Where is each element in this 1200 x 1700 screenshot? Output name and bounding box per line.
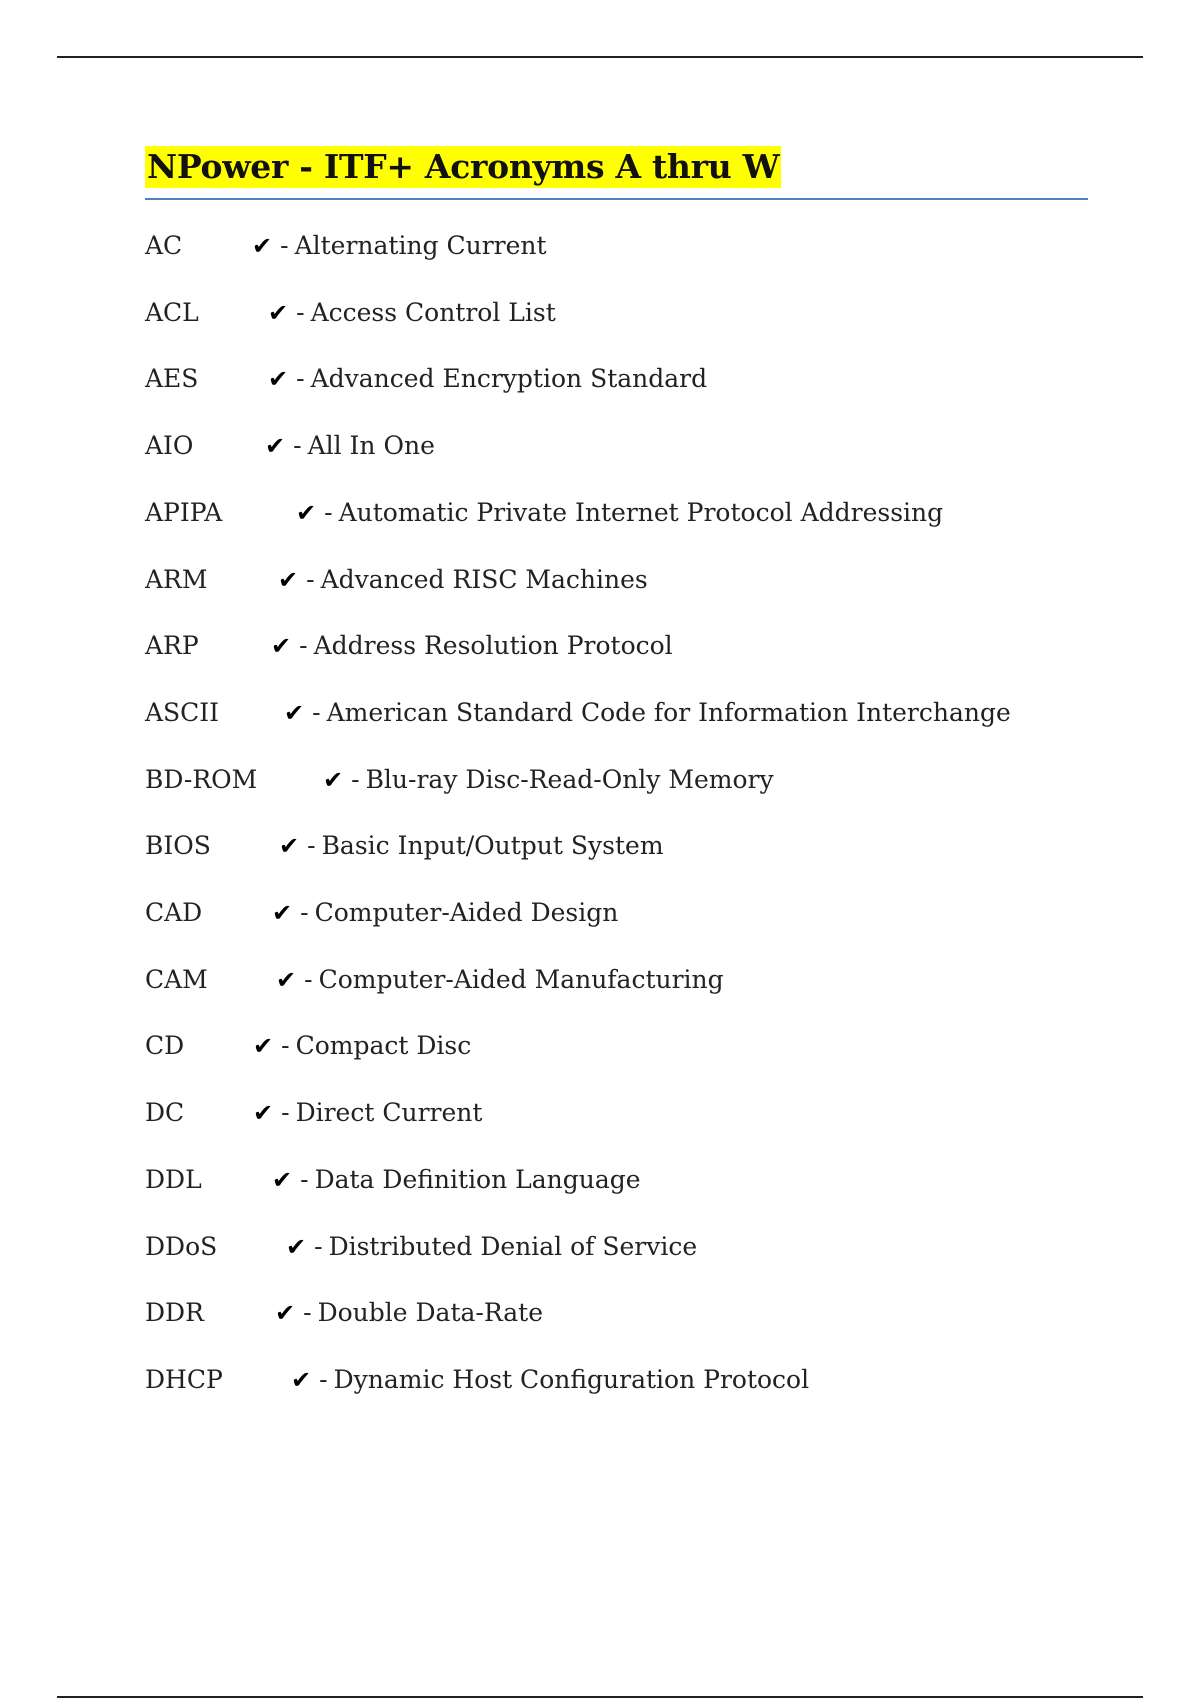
checkmark-icon: ✔ xyxy=(268,365,289,394)
acronym-abbr: ARP xyxy=(145,631,199,661)
separator-dash: - xyxy=(281,1031,290,1061)
checkmark-icon: ✔ xyxy=(253,1099,274,1128)
acronym-definition-group xyxy=(253,1028,471,1064)
acronym-definition-group xyxy=(253,1095,482,1131)
checkmark-icon: ✔ xyxy=(278,565,299,594)
acronym-definition-group xyxy=(265,428,435,464)
acronym-definition-group xyxy=(323,762,774,798)
acronym-abbr: DDR xyxy=(145,1298,204,1328)
acronym-definition: Advanced Encryption Standard xyxy=(310,364,708,394)
separator-dash: - xyxy=(312,697,321,727)
acronym-definition-group xyxy=(268,295,556,331)
separator-dash: - xyxy=(281,1098,290,1128)
acronym-abbr: DDoS xyxy=(145,1231,218,1261)
acronym-definition: All In One xyxy=(307,431,435,461)
acronym-definition: Dynamic Host Configuration Protocol xyxy=(333,1364,810,1394)
acronym-abbr: BD-ROM xyxy=(145,764,258,794)
acronym-definition-group xyxy=(284,695,1011,731)
checkmark-icon: ✔ xyxy=(284,698,305,727)
separator-dash: - xyxy=(296,364,305,394)
checkmark-icon: ✔ xyxy=(286,1232,307,1261)
checkmark-icon: ✔ xyxy=(272,899,293,927)
acronym-abbr: ASCII xyxy=(145,697,220,727)
acronym-definition-group xyxy=(252,228,547,264)
acronym-definition: American Standard Code for Information Interchange xyxy=(326,697,1011,727)
acronym-abbr: DDL xyxy=(145,1164,202,1194)
acronym-definition: Blu-ray Disc-Read-Only Memory xyxy=(365,764,774,794)
acronym-abbr: ARM xyxy=(145,564,208,594)
acronym-definition-group xyxy=(276,962,724,998)
acronym-definition-group xyxy=(275,1295,543,1331)
acronym-abbr: AES xyxy=(145,364,199,394)
checkmark-icon: ✔ xyxy=(275,1299,296,1328)
acronym-definition-group xyxy=(272,1162,641,1198)
page-bottom-rule xyxy=(57,1696,1143,1698)
separator-dash: - xyxy=(300,1164,309,1194)
separator-dash: - xyxy=(299,631,308,661)
checkmark-icon: ✔ xyxy=(271,632,292,661)
acronym-definition-group xyxy=(296,495,943,531)
separator-dash: - xyxy=(306,564,315,594)
acronym-definition: Distributed Denial of Service xyxy=(328,1231,698,1261)
checkmark-icon: ✔ xyxy=(323,765,344,794)
acronym-definition-group xyxy=(286,1229,697,1265)
separator-dash: - xyxy=(314,1231,323,1261)
separator-dash: - xyxy=(304,964,313,994)
separator-dash: - xyxy=(300,898,309,927)
acronym-definition-group xyxy=(291,1362,809,1398)
acronym-definition-group xyxy=(268,361,707,397)
acronym-definition-group xyxy=(279,828,664,864)
checkmark-icon: ✔ xyxy=(276,965,297,994)
acronym-abbr: CAD xyxy=(145,898,203,927)
separator-dash: - xyxy=(351,764,360,794)
separator-dash: - xyxy=(324,497,333,527)
acronym-definition: Basic Input/Output System xyxy=(321,831,664,861)
acronym-abbr: AC xyxy=(145,231,183,260)
acronym-abbr: APIPA xyxy=(145,497,223,527)
acronym-definition: Computer-Aided Design xyxy=(314,898,619,927)
acronym-definition: Automatic Private Internet Protocol Addressing xyxy=(338,497,944,527)
acronym-abbr: ACL xyxy=(145,297,199,327)
acronym-definition: Double Data-Rate xyxy=(317,1298,543,1328)
acronym-definition-group xyxy=(272,895,618,931)
acronym-abbr: DC xyxy=(145,1098,185,1128)
acronym-definition: Data Definition Language xyxy=(314,1164,641,1194)
title-block xyxy=(145,146,1088,200)
separator-dash: - xyxy=(319,1364,328,1394)
acronym-definition: Access Control List xyxy=(310,297,556,327)
checkmark-icon: ✔ xyxy=(265,432,286,461)
acronym-definition: Computer-Aided Manufacturing xyxy=(318,964,724,994)
separator-dash: - xyxy=(307,831,316,861)
acronym-definition-group xyxy=(271,628,673,664)
acronym-abbr: CD xyxy=(145,1031,185,1061)
acronym-definition: Advanced RISC Machines xyxy=(320,564,648,594)
acronym-abbr: CAM xyxy=(145,964,208,994)
acronym-definition: Direct Current xyxy=(295,1098,483,1128)
page-title: NPower - ITF+ Acronyms A thru W xyxy=(147,147,780,186)
acronym-definition: Alternating Current xyxy=(294,231,547,260)
checkmark-icon: ✔ xyxy=(272,1165,293,1194)
checkmark-icon: ✔ xyxy=(268,298,289,327)
acronym-abbr: DHCP xyxy=(145,1364,223,1394)
separator-dash: - xyxy=(280,231,289,260)
checkmark-icon: ✔ xyxy=(279,832,300,861)
acronym-abbr: AIO xyxy=(145,431,194,461)
separator-dash: - xyxy=(293,431,302,461)
page-top-rule xyxy=(57,56,1143,58)
acronym-abbr: BIOS xyxy=(145,831,211,861)
acronym-definition: Compact Disc xyxy=(295,1031,472,1061)
separator-dash: - xyxy=(296,297,305,327)
checkmark-icon: ✔ xyxy=(253,1032,274,1061)
checkmark-icon: ✔ xyxy=(291,1365,312,1394)
acronym-definition-group xyxy=(278,562,648,598)
checkmark-icon: ✔ xyxy=(296,498,317,527)
acronym-definition: Address Resolution Protocol xyxy=(313,631,673,661)
separator-dash: - xyxy=(303,1298,312,1328)
checkmark-icon: ✔ xyxy=(252,232,273,260)
